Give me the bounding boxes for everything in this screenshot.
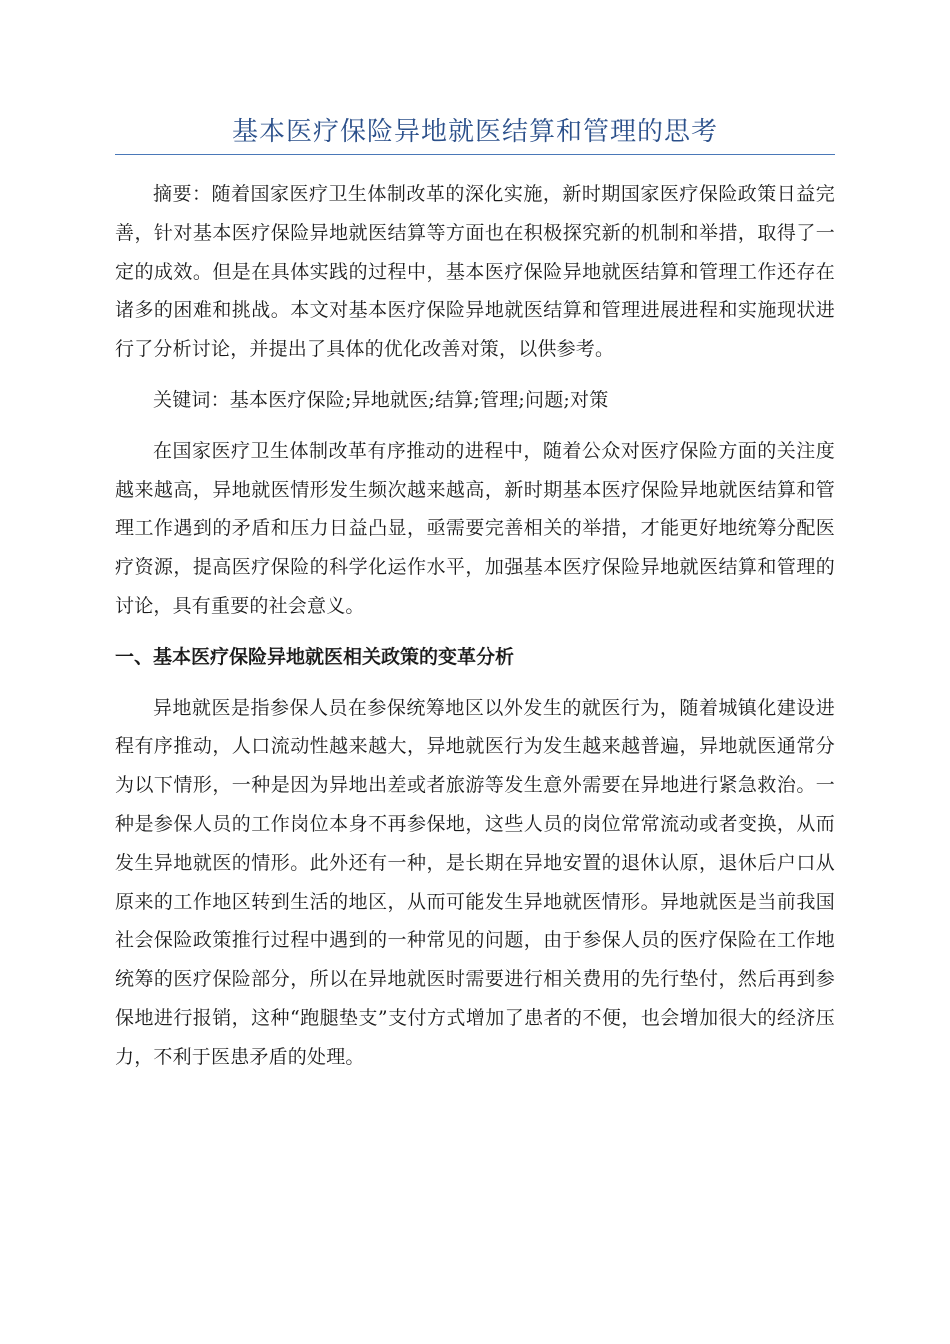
title-underline: [115, 154, 835, 155]
document-title: 基本医疗保险异地就医结算和管理的思考: [231, 117, 718, 147]
section-heading-1: 一、基本医疗保险异地就医相关政策的变革分析: [115, 645, 515, 668]
document-page: [115, 0, 835, 1077]
keywords-line: 关键词：基本医疗保险;异地就医;结算;管理;问题;对策: [153, 388, 609, 411]
abstract-paragraph: 摘要：随着国家医疗卫生体制改革的深化实施，新时期国家医疗保险政策日益完善，针对基本医疗保险异地就医结算等方面也在积极探究新的机制和举措，取得了一定的成效。但是在具体实践的过程中，基本医疗保险异地就医结算和管理工作还存在诸多的困难和挑战。本文对基本医疗保险异地就医结算和管理进展进程和实施现状进行了分析讨论，并提出了具体的优化改善对策，以供参考。: [115, 183, 835, 361]
intro-paragraph: 在国家医疗卫生体制改革有序推动的进程中，随着公众对医疗保险方面的关注度越来越高，异地就医情形发生频次越来越高，新时期基本医疗保险异地就医结算和管理工作遇到的矛盾和压力日益凸显，亟需要完善相关的举措，才能更好地统筹分配医疗资源，提高医疗保险的科学化运作水平，加强基本医疗保险异地就医结算和管理的讨论，具有重要的社会意义。: [115, 439, 835, 617]
section-1-paragraph: 异地就医是指参保人员在参保统筹地区以外发生的就医行为，随着城镇化建设进程有序推动，人口流动性越来越大，异地就医行为发生越来越普遍，异地就医通常分为以下情形，一种是因为异地出差或者旅游等发生意外需要在异地进行紧急救治。一种是参保人员的工作岗位本身不再参保地，这些人员的岗位常常流动或者变换，从而发生异地就医的情形。此外还有一种，是长期在异地安置的退休认原，退休后户口从原来的工作地区转到生活的地区，从而可能发生异地就医情形。异地就医是当前我国社会保险政策推行过程中遇到的一种常见的问题，由于参保人员的医疗保险在工作地统筹的医疗保险部分，所以在异地就医时需要进行相关费用的先行垫付，然后再到参保地进行报销，这种“跑腿垫支”支付方式增加了患者的不便，也会增加很大的经济压力，不利于医患矛盾的处理。: [115, 696, 835, 1068]
